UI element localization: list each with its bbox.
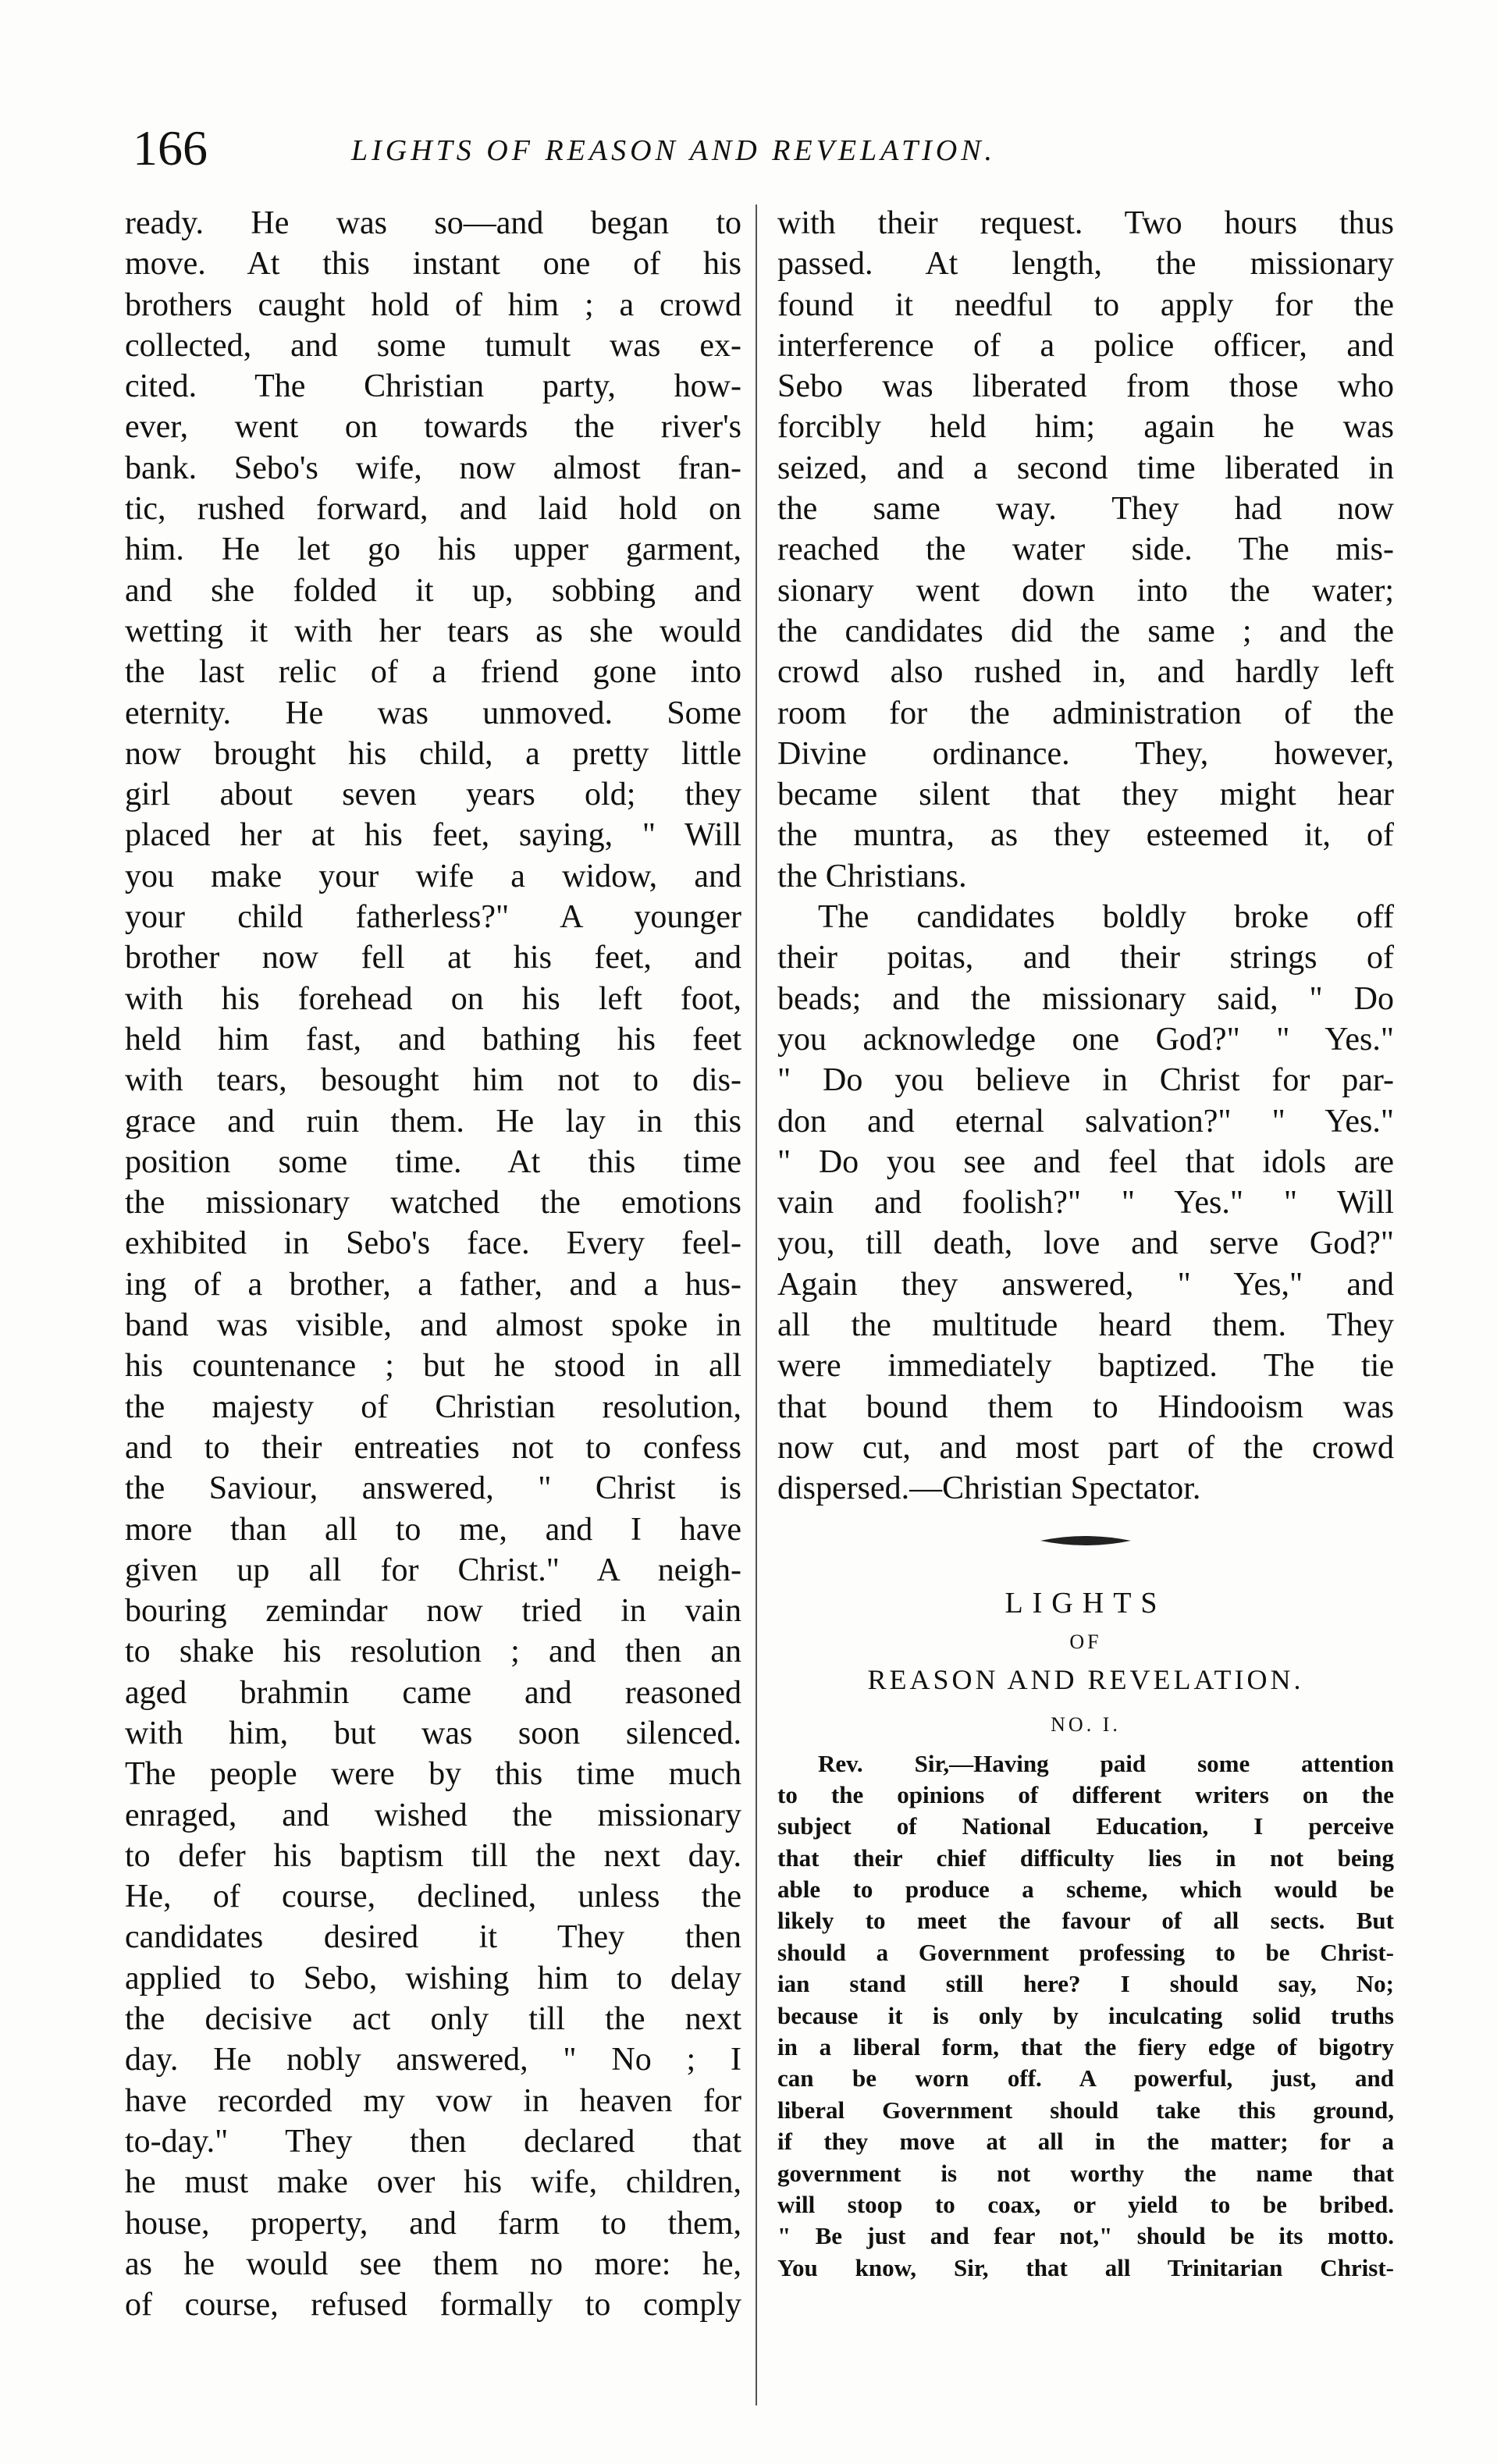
text-line: applied to Sebo, wishing him to delay xyxy=(125,1960,741,1996)
text-line: ever, went on towards the river's xyxy=(125,409,741,446)
text-line: house, property, and farm to them, xyxy=(125,2205,741,2242)
text-line: day. He nobly answered, " No ; I xyxy=(125,2042,741,2078)
text-line: " Do you believe in Christ for par- xyxy=(777,1062,1394,1099)
text-line: now cut, and most part of the crowd xyxy=(777,1429,1394,1466)
letter-line: that their chief difficulty lies in not being xyxy=(777,1844,1394,1872)
text-line: dispersed.—Christian Spectator. xyxy=(777,1470,1201,1507)
section-number: NO. I. xyxy=(1051,1712,1121,1736)
right-paragraph-2 xyxy=(777,897,1394,1509)
text-line: him. He let go his upper garment, xyxy=(125,532,741,568)
text-line: cited. The Christian party, how- xyxy=(125,368,741,405)
text-line: with tears, besought him not to dis- xyxy=(125,1062,741,1099)
letter-line: subject of National Education, I perceive xyxy=(777,1812,1394,1840)
text-line: placed her at his feet, saying, " Will xyxy=(125,817,741,854)
text-line: the same way. They had now xyxy=(777,491,1394,528)
text-line: your child fatherless?" A younger xyxy=(125,899,741,936)
text-line: were immediately baptized. The tie xyxy=(777,1348,1394,1385)
text-line: bouring zemindar now tried in vain xyxy=(125,1593,741,1630)
text-line: the last relic of a friend gone into xyxy=(125,654,741,691)
text-line: as he would see them no more: he, xyxy=(125,2245,741,2282)
text-line: aged brahmin came and reasoned xyxy=(125,1674,741,1711)
text-line: wetting it with her tears as she would xyxy=(125,613,741,649)
text-line: you make your wife a widow, and xyxy=(125,858,741,894)
letter-line: can be worn off. A powerful, just, and xyxy=(777,2064,1394,2092)
text-line: you, till death, love and serve God?" xyxy=(777,1225,1394,1262)
text-line: grace and ruin them. He lay in this xyxy=(125,1103,741,1140)
text-line: and to their entreaties not to confess xyxy=(125,1429,741,1466)
letter-line: You know, Sir, that all Trinitarian Christ- xyxy=(777,2253,1394,2281)
text-line: to shake his resolution ; and then an xyxy=(125,1634,741,1670)
text-line: brothers caught hold of him ; a crowd xyxy=(125,286,741,323)
letter-line: Rev. Sir,—Having paid some attention xyxy=(818,1749,1394,1777)
text-line: crowd also rushed in, and hardly left xyxy=(777,654,1394,691)
right-paragraph-1 xyxy=(777,203,1394,897)
text-line: The candidates boldly broke off xyxy=(818,899,1394,936)
text-line: interference of a police officer, and xyxy=(777,327,1394,364)
text-line: his countenance ; but he stood in all xyxy=(125,1348,741,1385)
text-line: all the multitude heard them. They xyxy=(777,1307,1394,1344)
text-line: the missionary watched the emotions xyxy=(125,1185,741,1221)
text-line: the Saviour, answered, " Christ is xyxy=(125,1470,741,1507)
text-line: to-day." They then declared that xyxy=(125,2123,741,2160)
text-line: to defer his baptism till the next day. xyxy=(125,1837,741,1874)
text-line: enraged, and wished the missionary xyxy=(125,1797,741,1833)
text-line: of course, refused formally to comply xyxy=(125,2287,741,2324)
text-line: vain and foolish?" " Yes." " Will xyxy=(777,1185,1394,1221)
text-line: tic, rushed forward, and laid hold on xyxy=(125,491,741,528)
text-line: Divine ordinance. They, however, xyxy=(777,735,1394,772)
section-title-line2: OF xyxy=(1069,1630,1102,1653)
text-line: don and eternal salvation?" " Yes." xyxy=(777,1103,1394,1140)
text-line: seized, and a second time liberated in xyxy=(777,450,1394,486)
text-line: collected, and some tumult was ex- xyxy=(125,327,741,364)
text-line: became silent that they might hear xyxy=(777,777,1394,813)
text-line: girl about seven years old; they xyxy=(125,777,741,813)
letter-line: ian stand still here? I should say, No; xyxy=(777,1970,1394,1998)
text-line: passed. At length, the missionary xyxy=(777,246,1394,283)
running-title: LIGHTS OF REASON AND REVELATION. xyxy=(351,134,997,167)
text-line: forcibly held him; again he was xyxy=(777,409,1394,446)
text-line: you acknowledge one God?" " Yes." xyxy=(777,1021,1394,1058)
letter-line: government is not worthy the name that xyxy=(777,2159,1394,2187)
text-line: with his forehead on his left foot, xyxy=(125,980,741,1017)
text-line: reached the water side. The mis- xyxy=(777,532,1394,568)
text-line: the candidates did the same ; and the xyxy=(777,613,1394,649)
text-line: sionary went down into the water; xyxy=(777,572,1394,609)
text-line: the muntra, as they esteemed it, of xyxy=(777,817,1394,854)
text-line: held him fast, and bathing his feet xyxy=(125,1021,741,1058)
text-line: and she folded it up, sobbing and xyxy=(125,572,741,609)
letter-line: able to produce a scheme, which would be xyxy=(777,1876,1394,1904)
text-line: move. At this instant one of his xyxy=(125,246,741,283)
text-line: The people were by this time much xyxy=(125,1756,741,1793)
text-line: Again they answered, " Yes," and xyxy=(777,1266,1394,1303)
text-line: " Do you see and feel that idols are xyxy=(777,1143,1394,1180)
text-line: bank. Sebo's wife, now almost fran- xyxy=(125,450,741,486)
text-line: candidates desired it They then xyxy=(125,1919,741,1956)
letter-line: will stoop to coax, or yield to be bribed. xyxy=(777,2190,1394,2218)
text-line: Sebo was liberated from those who xyxy=(777,368,1394,405)
text-line: with their request. Two hours thus xyxy=(777,205,1394,241)
letter-line: " Be just and fear not," should be its motto. xyxy=(777,2222,1394,2250)
text-line: beads; and the missionary said, " Do xyxy=(777,980,1394,1017)
text-line: He, of course, declined, unless the xyxy=(125,1879,741,1915)
letter-text xyxy=(777,1748,1394,2284)
letter-line: in a liberal form, that the fiery edge of bigotry xyxy=(777,2033,1394,2061)
letter-line: because it is only by inculcating solid truths xyxy=(777,2001,1394,2029)
running-head xyxy=(117,117,1179,180)
section-divider-ornament xyxy=(1039,1533,1133,1548)
text-line: position some time. At this time xyxy=(125,1143,741,1180)
letter-line: should a Government professing to be Christ- xyxy=(777,1938,1394,1966)
right-column xyxy=(777,203,1394,2284)
text-line: ing of a brother, a father, and a hus- xyxy=(125,1266,741,1303)
text-line: given up all for Christ." A neigh- xyxy=(125,1552,741,1588)
text-line: their poitas, and their strings of xyxy=(777,940,1394,976)
text-line: that bound them to Hindooism was xyxy=(777,1388,1394,1425)
text-line: brother now fell at his feet, and xyxy=(125,940,741,976)
text-line: now brought his child, a pretty little xyxy=(125,735,741,772)
text-line: more than all to me, and I have xyxy=(125,1511,741,1548)
text-line: have recorded my vow in heaven for xyxy=(125,2082,741,2119)
text-line: the Christians. xyxy=(777,858,967,894)
page-number: 166 xyxy=(133,120,208,176)
section-title-line3: REASON AND REVELATION. xyxy=(867,1663,1304,1695)
text-line: found it needful to apply for the xyxy=(777,286,1394,323)
text-line: he must make over his wife, children, xyxy=(125,2164,741,2201)
text-line: exhibited in Sebo's face. Every feel- xyxy=(125,1225,741,1262)
letter-line: to the opinions of different writers on the xyxy=(777,1780,1394,1808)
text-line: the majesty of Christian resolution, xyxy=(125,1388,741,1425)
text-line: the decisive act only till the next xyxy=(125,2001,741,2038)
text-line: band was visible, and almost spoke in xyxy=(125,1307,741,1344)
left-column xyxy=(125,203,741,2325)
section-title-line1: LIGHTS xyxy=(1005,1586,1167,1620)
text-line: ready. He was so—and began to xyxy=(125,205,741,241)
text-line: with him, but was soon silenced. xyxy=(125,1715,741,1751)
letter-line: likely to meet the favour of all sects. But xyxy=(777,1907,1394,1935)
text-line: eternity. He was unmoved. Some xyxy=(125,695,741,731)
letter-line: liberal Government should take this ground, xyxy=(777,2096,1394,2124)
text-line: room for the administration of the xyxy=(777,695,1394,731)
letter-line: if they move at all in the matter; for a xyxy=(777,2128,1394,2156)
column-divider xyxy=(756,204,757,2405)
